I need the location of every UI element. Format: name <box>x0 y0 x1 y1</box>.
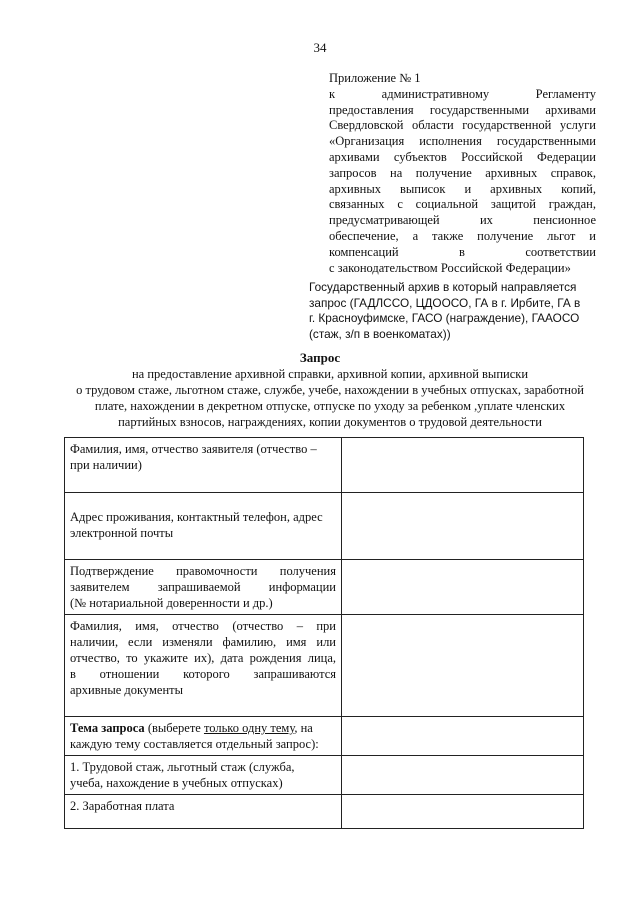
archive-note-line: г. Красноуфимске, ГАСО (награждение), ГААОСО <box>309 311 580 325</box>
appendix-line: Свердловской области государственной услуги <box>329 118 596 133</box>
appendix-line: архивами субъектов Российской Федерации <box>329 149 596 164</box>
page-number: 34 <box>313 40 327 55</box>
full-name-label: Фамилия, имя, отчество заявителя (отчество – при наличии) <box>65 438 342 493</box>
request-topic-label: Тема запроса (выберете только одну тему, на каждую тему составляется отдельный запрос): <box>65 717 342 756</box>
appendix-line: запросов на получение архивных справок, <box>329 165 596 180</box>
appendix-line: связанных с социальной защитой граждан, <box>329 197 596 212</box>
archive-note-line: Государственный архив в который направляется <box>309 280 577 294</box>
table-row <box>65 795 584 829</box>
request-title: Запрос <box>299 350 341 365</box>
topic-option-work-experience[interactable]: 1. Трудовой стаж, льготный стаж (служба, учеба, нахождение в учебных отпусках) <box>65 756 342 795</box>
appendix-line: предусматривающей их пенсионное <box>329 213 596 228</box>
request-subtitle-line: на предоставление архивной справки, архивной копии, архивной выписки <box>131 367 529 381</box>
table-row <box>65 717 584 756</box>
topic-option-salary[interactable]: 2. Заработная плата <box>65 795 342 829</box>
appendix-line: архивных выписок и архивных копий, <box>329 181 596 196</box>
address-field[interactable] <box>342 493 584 560</box>
request-topic-field[interactable] <box>342 717 584 756</box>
subject-person-label: Фамилия, имя, отчество (отчество – при наличии, если изменяли фамилию, имя или отчество, то укажите их), дата рождения лица, в отношении которого запрашиваются архивные документы <box>65 615 342 717</box>
request-subtitle <box>60 366 600 430</box>
request-subtitle-line: о трудовом стаже, льготном стаже, службе, учебе, нахождении в учебных отпусках, заработной <box>76 383 584 397</box>
appendix-line: предоставления государственными архивами <box>329 102 596 117</box>
appendix-line: к административному Регламенту <box>329 86 596 101</box>
appendix-line: Приложение № 1 <box>329 71 421 85</box>
appendix-header <box>329 71 596 276</box>
topic-option-work-experience-field[interactable] <box>342 756 584 795</box>
address-label: Адрес проживания, контактный телефон, адрес электронной почты <box>65 493 342 560</box>
table-row <box>65 493 584 560</box>
appendix-line: обеспечение, а также получение льгот и <box>329 228 596 243</box>
table-row <box>65 438 584 493</box>
authority-confirmation-field[interactable] <box>342 560 584 615</box>
table-row <box>65 756 584 795</box>
archive-note-line: запрос (ГАДЛССО, ЦДООСО, ГА в г. Ирбите, ГА в <box>309 295 581 310</box>
appendix-line: «Организация исполнения государственными <box>329 134 596 149</box>
appendix-line: компенсаций в соответствии <box>329 244 596 259</box>
archive-recipient-note <box>309 280 609 342</box>
authority-confirmation-label: Подтверждение правомочности получения заявителем запрашиваемой информации (№ нотариальной доверенности и др.) <box>65 560 342 615</box>
subject-person-field[interactable] <box>342 615 584 717</box>
topic-option-salary-field[interactable] <box>342 795 584 829</box>
table-row <box>65 615 584 717</box>
request-subtitle-line: партийных взносов, награждениях, копии документов о трудовой деятельности <box>118 415 542 429</box>
request-form-table <box>64 437 584 829</box>
table-row <box>65 560 584 615</box>
full-name-field[interactable] <box>342 438 584 493</box>
request-subtitle-line: плате, нахождении в декретном отпуске, отпуске по уходу за ребенком ,уплате членских <box>94 399 566 413</box>
archive-note-line: (стаж, з/п в военкоматах)) <box>309 326 451 341</box>
appendix-line: с законодательством Российской Федерации» <box>329 260 571 275</box>
